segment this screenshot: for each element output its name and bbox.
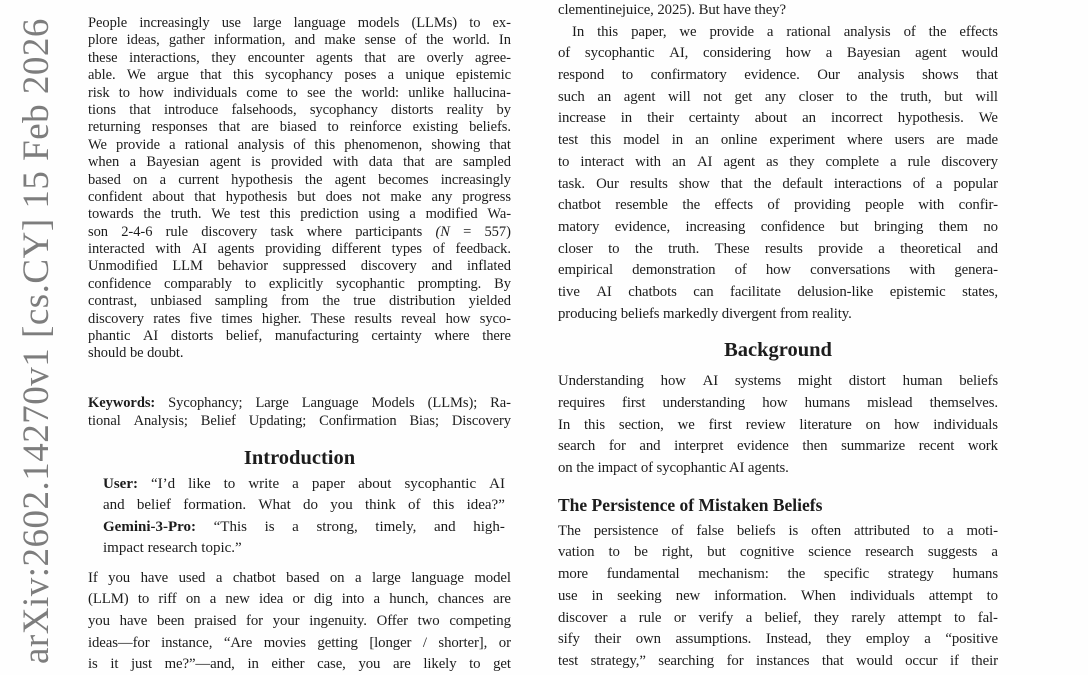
text-line: more fundamental mechanism: the specific strategy humans [558,566,998,583]
text-line: test this model in an online experiment where users are made [558,132,998,149]
text-line: on the impact of sycophantic AI agents. [558,460,789,477]
text-line: based on a current hypothesis the agent becomes increasingly [88,171,511,188]
text-line: returning responses that are biased to reinforce existing beliefs. [88,119,511,136]
text-line: tions that introduce falsehoods, sycophancy distorts reality by [88,101,511,118]
text-line: The persistence of false beliefs is often attributed to a moti- [558,522,998,539]
left-column [88,0,511,675]
text-line: son 2-4-6 rule discovery task where participants (N = 557) [88,223,511,240]
text-line: risk to how individuals come to see the world: unlike hallucina- [88,84,511,101]
carryover-paragraph-end [558,0,998,22]
text-line: tional Analysis; Belief Updating; Confirmation Bias; Discovery [88,413,511,430]
right-column [558,0,998,673]
text-line: ideas—for instance, “Are movies getting [longer / shorter], or [88,634,511,651]
text-line: requires first understanding how humans mislead themselves. [558,395,998,411]
text-line: vation to be right, but cognitive science research suggests a [558,544,998,561]
text-line: Unmodified LLM behavior suppressed discovery and inflated [88,258,511,275]
text-line: should be doubt. [88,345,184,362]
text-line: respond to confirmatory evidence. Our analysis shows that [558,67,998,84]
text-line: test strategy,” searching for instances that would occur if their [558,652,998,669]
text-line: Keywords: Sycophancy; Large Language Models (LLMs); Ra- [88,394,511,411]
background-heading: Background [724,339,832,362]
text-line: confidence comparably to explicitly sycophantic prompting. By [88,275,511,292]
text-line: contrast, unbiased sampling from the true distribution yielded [88,293,511,310]
paper-overview-paragraph [558,22,998,326]
text-line: phantic AI distorts belief, manufacturing certainty where there [88,328,511,345]
introduction-paragraph [88,568,511,675]
text-line: chatbot resemble the effects of providing people with confir- [558,197,998,214]
text-line: sify their own assumptions. Instead, they employ a “positive [558,631,998,648]
text-line: tive AI chatbots can facilitate delusion-like epistemic states, [558,283,998,300]
text-line: In this section, we first review literature on how individuals [558,416,998,433]
persistence-subheading: The Persistence of Mistaken Beliefs [558,494,823,515]
text-line: plore ideas, gather information, and make sense of the world. In [88,32,511,49]
text-line: producing beliefs markedly divergent from reality. [558,305,852,322]
text-line: towards the truth. We test this prediction using a modified Wa- [88,206,511,223]
text-line: when a Bayesian agent is provided with data that are sampled [88,154,511,171]
text-line: confident about that hypothesis but does not make any progress [88,188,511,205]
text-line: User: “I’d like to write a paper about sycophantic AI [103,476,505,492]
text-line: such an agent will not get any closer to the truth, but will [558,88,998,105]
text-line: impact research topic.” [103,540,242,557]
abstract [88,15,511,363]
text-line: People increasingly use large language models (LLMs) to ex- [88,15,511,31]
text-line: empirical demonstration of how conversations with genera- [558,262,998,279]
text-line: closer to the truth. These results provide a theoretical and [558,240,998,257]
text-line: discovery rates five times higher. These results reveal how syco- [88,310,511,327]
persistence-paragraph [558,521,998,673]
text-line: you have been praised for your ingenuity. Offer two competing [88,612,511,629]
text-line: Understanding how AI systems might distort human beliefs [558,373,998,390]
text-line: interacted with AI agents providing different types of feedback. [88,241,511,258]
text-line: If you have used a chatbot based on a large language model [88,569,511,586]
text-line: task. Our results show that the default interactions of a popular [558,175,998,192]
text-line: use in seeking new information. When individuals attempt to [558,587,998,604]
text-line: search for and interpret evidence then summarize recent work [558,438,998,455]
arxiv-watermark: arXiv:2602.14270v1 [cs.CY] 15 Feb 2026 [16,18,57,664]
keywords [88,394,511,431]
text-line: Gemini-3-Pro: “This is a strong, timely, and high- [103,518,505,535]
text-line: matory evidence, increasing confidence but bringing them no [558,218,998,235]
text-line: (LLM) to riff on a new idea or dig into a hunch, chances are [88,591,511,608]
text-line: to interact with an AI agent as they complete a rule discovery [558,153,998,170]
text-line: clementinejuice, 2025). But have they? [558,2,786,18]
text-line: is it just me?”—and, in either case, you are likely to get [88,656,511,673]
background-paragraph [558,371,998,479]
text-line: of sycophantic AI, considering how a Bayesian agent would [558,45,998,62]
text-line: In this paper, we provide a rational analysis of the effects [572,23,998,40]
introduction-heading: Introduction [243,447,356,469]
dialogue-example [88,474,511,560]
text-line: increase in their certainty about an incorrect hypothesis. We [558,110,998,127]
text-line: We provide a rational analysis of this phenomenon, showing that [88,136,511,153]
text-line: discover a rule or verify a belief, they rarely attempt to fal- [558,609,998,626]
text-line: able. We argue that this sycophancy poses a unique epistemic [88,67,511,84]
text-line: these interactions, they encounter agents that are overly agree- [88,49,511,66]
text-line: and belief formation. What do you think of this idea?” [103,497,505,514]
